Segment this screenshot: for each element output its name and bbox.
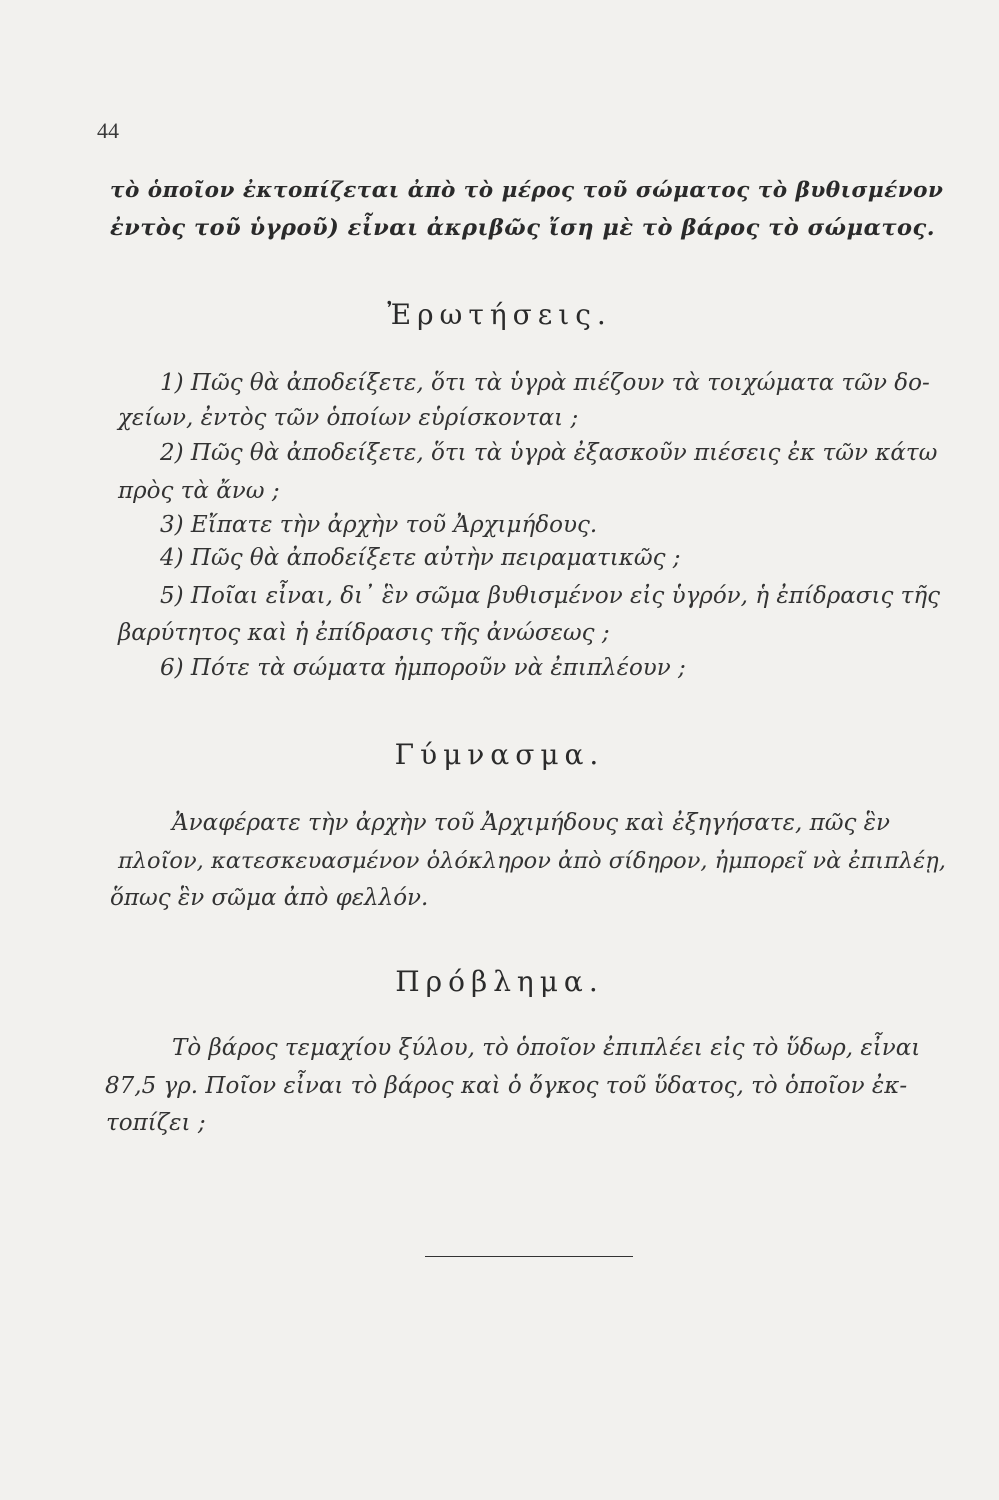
page-number: 44 xyxy=(97,118,119,143)
intro-line-1: τὸ ὁποῖον ἐκτοπίζεται ἀπὸ τὸ μέρος τοῦ σώματος τὸ βυθισμένον xyxy=(110,178,944,203)
exercise-line: Ἀναφέρατε τὴν ἀρχὴν τοῦ Ἀρχιμήδους καὶ ἐξηγήσατε, πῶς ἓν xyxy=(172,810,890,836)
question-line: 3) Εἴπατε τὴν ἀρχὴν τοῦ Ἀρχιμήδους. xyxy=(160,512,598,538)
questions-heading: Ἐρωτήσεις. xyxy=(387,298,612,331)
exercise-line: ὅπως ἓν σῶμα ἀπὸ φελλόν. xyxy=(110,885,429,911)
question-line: χείων, ἐντὸς τῶν ὁποίων εὑρίσκονται ; xyxy=(118,405,579,431)
intro-line-2: ἐντὸς τοῦ ὑγροῦ) εἶναι ἀκριβῶς ἴση μὲ τὸ βάρος τὸ σώματος. xyxy=(110,215,936,241)
end-rule xyxy=(425,1256,633,1257)
problem-heading: Πρόβλημα. xyxy=(395,965,604,998)
exercise-line: πλοῖον, κατεσκευασμένον ὁλόκληρον ἀπὸ σίδηρον, ἠμπορεῖ νὰ ἐπιπλέῃ, xyxy=(118,848,946,874)
question-line: 6) Πότε τὰ σώματα ἠμποροῦν νὰ ἐπιπλέουν ; xyxy=(160,655,686,681)
question-line: 4) Πῶς θὰ ἀποδείξετε αὐτὴν πειραματικῶς ; xyxy=(160,545,681,571)
question-line: βαρύτητος καὶ ἡ ἐπίδρασις τῆς ἀνώσεως ; xyxy=(118,620,610,646)
problem-line: τοπίζει ; xyxy=(106,1110,206,1136)
question-line: πρὸς τὰ ἄνω ; xyxy=(118,478,280,504)
problem-line: Τὸ βάρος τεμαχίου ξύλου, τὸ ὁποῖον ἐπιπλέει εἰς τὸ ὕδωρ, εἶναι xyxy=(172,1035,921,1061)
question-line: 2) Πῶς θὰ ἀποδείξετε, ὅτι τὰ ὑγρὰ ἐξασκοῦν πιέσεις ἐκ τῶν κάτω xyxy=(160,440,938,466)
question-line: 5) Ποῖαι εἶναι, δι᾽ ἓν σῶμα βυθισμένον εἰς ὑγρόν, ἡ ἐπίδρασις τῆς xyxy=(160,583,941,609)
question-line: 1) Πῶς θὰ ἀποδείξετε, ὅτι τὰ ὑγρὰ πιέζουν τὰ τοιχώματα τῶν δο- xyxy=(160,370,930,396)
exercise-heading: Γύμνασμα. xyxy=(394,738,605,771)
problem-line: 87,5 γρ. Ποῖον εἶναι τὸ βάρος καὶ ὁ ὄγκος τοῦ ὕδατος, τὸ ὁποῖον ἐκ- xyxy=(105,1073,908,1099)
